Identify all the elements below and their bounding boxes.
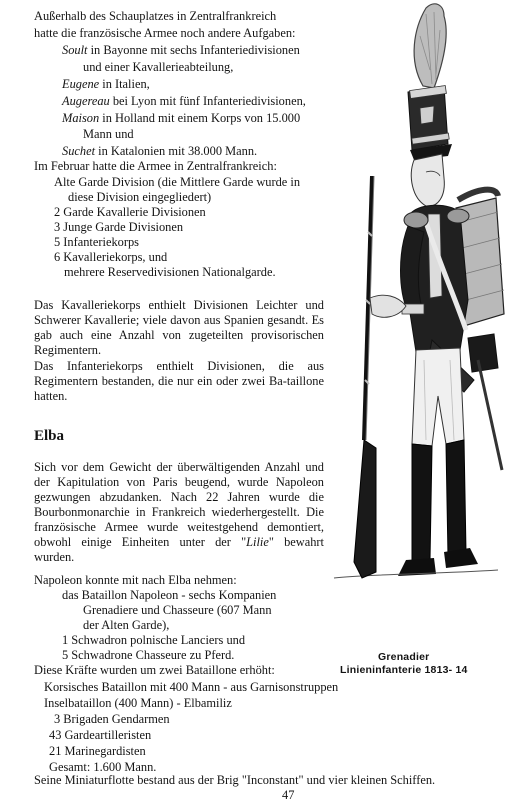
elba-item-2: 21 Marinegardisten [49, 744, 146, 758]
lilie-term: Lilie [246, 535, 269, 549]
february-lead: Im Februar hatte die Armee in Zentralfrankreich: [34, 159, 277, 173]
section-heading: Elba [34, 428, 65, 444]
commander-detail: in Katalonien mit 38.000 Mann. [95, 144, 258, 158]
elba-item: Grenadiere und Chasseure (607 Mann [83, 603, 272, 617]
elba-increase: Diese Kräfte wurden um zwei Bataillone erhöht: [34, 663, 275, 677]
elba-item-2: 3 Brigaden Gendarmen [54, 712, 170, 726]
february-item: 5 Infanteriekorps [54, 235, 139, 249]
paragraph-cavalry: Das Kavalleriekorps enthielt Divisionen Leichter und Schwerer Kavallerie; viele davon aus Spanien gesandt. Es gab auch eine Anzahl von zugeteilten provisorischen Regimentern. [34, 298, 324, 357]
paragraph-infantry: Das Infanteriekorps enthielt Divisionen, die aus Regimentern bestanden, die nur ein oder zwei Ba-taillone hatten. [34, 359, 324, 403]
elba-item-2: 43 Gardeartilleristen [49, 728, 152, 742]
elba-item-2: Inselbataillon (400 Mann) - Elbamiliz [44, 696, 232, 710]
elba-item: 1 Schwadron polnische Lanciers und [62, 633, 246, 647]
commander-suchet [62, 144, 257, 159]
february-item: 3 Junge Garde Divisionen [54, 220, 184, 234]
commander-name: Maison [62, 111, 100, 125]
page-number: 47 [282, 788, 295, 802]
intro-line-2: hatte die französische Armee noch andere Aufgaben: [34, 26, 296, 40]
elba-item-2: Korsisches Bataillon mit 400 Mann - aus Garnisonstruppen [44, 680, 339, 694]
paragraph-elba-end: " bewahrt wurden. [34, 535, 324, 564]
elba-item: der Alten Garde), [83, 618, 170, 632]
commander-eugene [62, 77, 150, 92]
commander-maison-cont: Mann und [83, 127, 134, 141]
elba-item-2: Gesamt: 1.600 Mann. [49, 760, 157, 774]
grenadier-illustration [328, 0, 517, 650]
february-item: 6 Kavalleriekorps, und [54, 250, 168, 264]
elba-item: das Bataillon Napoleon - sechs Kompanien [62, 588, 277, 602]
caption-line-2: Linieninfanterie 1813- 14 [340, 664, 468, 676]
paragraph-elba [34, 460, 324, 565]
commander-detail: bei Lyon mit fünf Infanteriedivisionen, [109, 94, 306, 108]
commander-detail: in Holland mit einem Korps von 15.000 [99, 111, 301, 125]
paragraph-elba-text: Sich vor dem Gewicht der überwältigenden Anzahl und der Kapitulation von Paris beugend, wurde Napoleon gezwungen abzudanken. Nach 22 Jahren wurde die Bourbonmonarchie in Frankreich wiederhergestellt. Die französische Armee wurde weitestgehend demontiert, obwohl einige Einheiten unter der " [34, 460, 324, 549]
caption-line-1: Grenadier [378, 651, 430, 663]
commander-name: Suchet [62, 144, 96, 158]
february-item: Alte Garde Division (die Mittlere Garde wurde in [54, 175, 301, 189]
commander-name: Eugene [62, 77, 100, 91]
elba-lead: Napoleon konnte mit nach Elba nehmen: [34, 573, 237, 587]
february-item: 2 Garde Kavallerie Divisionen [54, 205, 206, 219]
commander-name: Augereau [62, 94, 110, 108]
commander-maison [62, 111, 300, 126]
commander-soult [62, 43, 300, 58]
elba-item: 5 Schwadrone Chasseure zu Pferd. [62, 648, 235, 662]
commander-detail: in Italien, [99, 77, 150, 91]
commander-detail: in Bayonne mit sechs Infanteriedivisionen [87, 43, 300, 57]
intro-line-1: Außerhalb des Schauplatzes in Zentralfrankreich [34, 9, 277, 23]
commander-augereau [62, 94, 306, 109]
february-item: mehrere Reservedivisionen Nationalgarde. [64, 265, 276, 279]
elba-fleet: Seine Miniaturflotte bestand aus der Brig "Inconstant" und vier kleinen Schiffen. [34, 773, 436, 787]
february-item: diese Division eingegliedert) [68, 190, 212, 204]
commander-soult-cont: und einer Kavallerieabteilung, [83, 60, 234, 74]
commander-name: Soult [62, 43, 88, 57]
